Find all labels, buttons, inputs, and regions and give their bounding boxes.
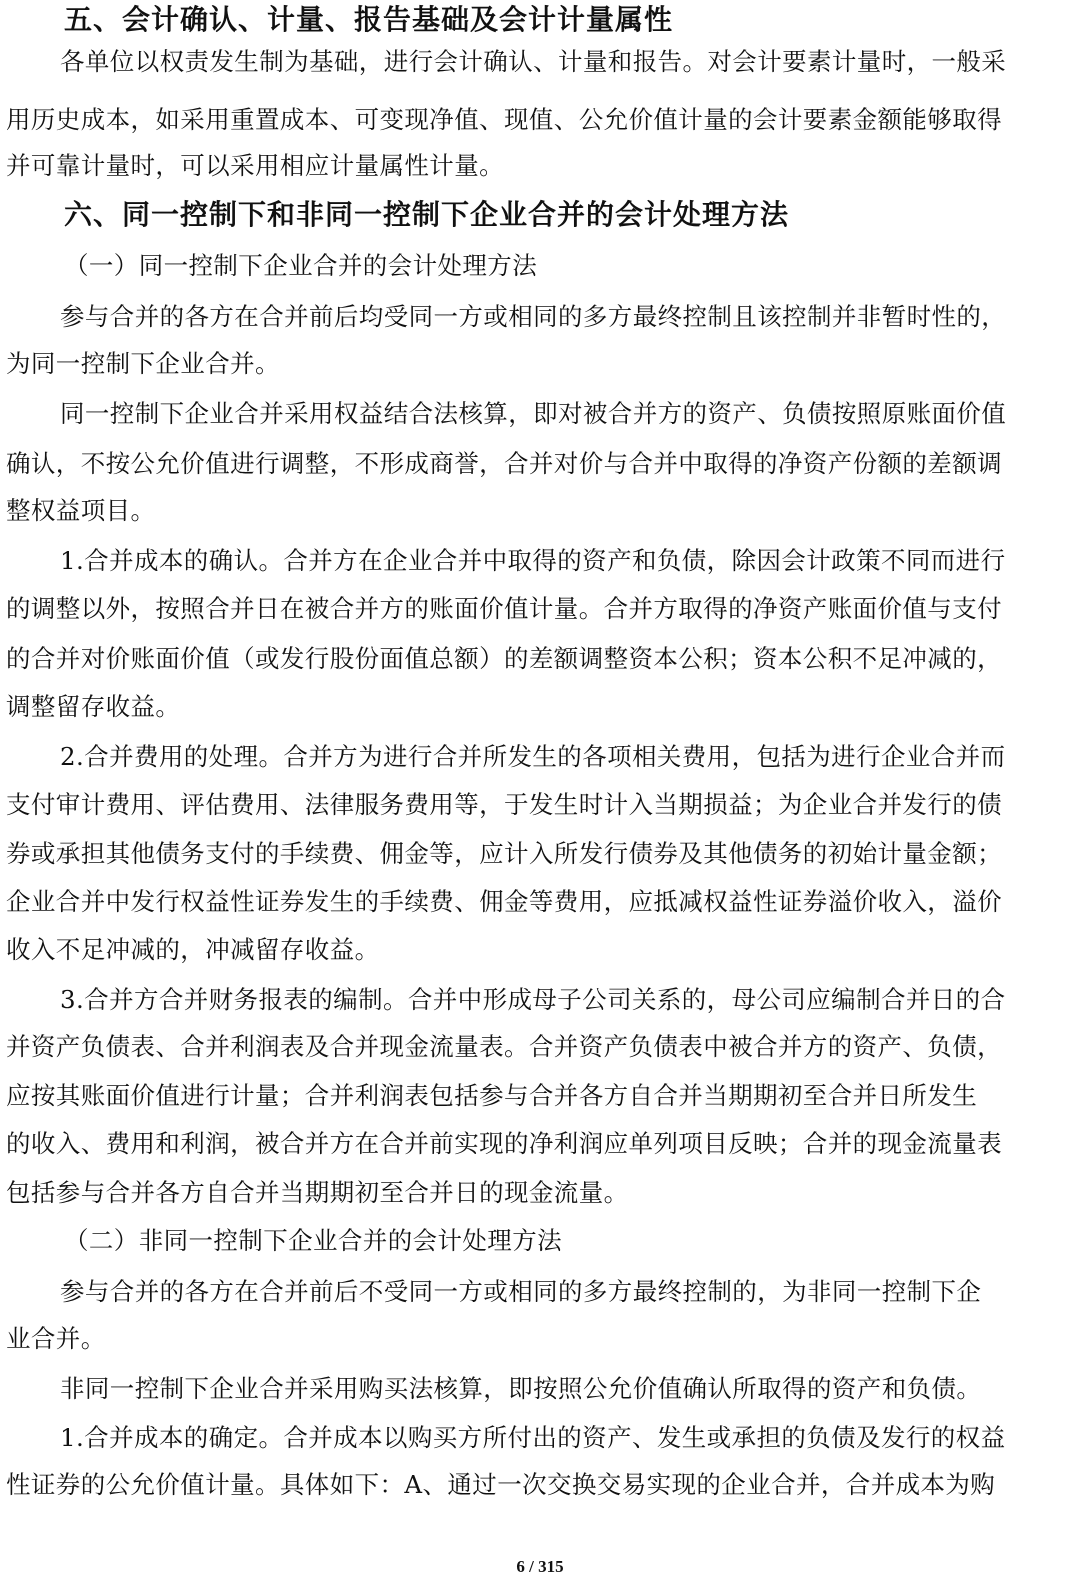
paragraph-line: 用历史成本，如采用重置成本、可变现净值、现值、公允价值计量的会计要素金额能够取得 [6,105,1002,134]
paragraph-line: 参与合并的各方在合并前后均受同一方或相同的多方最终控制且该控制并非暂时性的， [60,302,1007,331]
paragraph-line: 的收入、费用和利润，被合并方在合并前实现的净利润应单列项目反映；合并的现金流量表 [6,1129,1002,1158]
paragraph-line: 为同一控制下企业合并。 [6,349,280,378]
paragraph-line: 企业合并中发行权益性证券发生的手续费、佣金等费用，应抵减权益性证券溢价收入，溢价 [6,887,1002,916]
paragraph-line: 3.合并方合并财务报表的编制。合并中形成母子公司关系的，母公司应编制合并日的合 [60,985,1006,1014]
paragraph-line: 各单位以权责发生制为基础，进行会计确认、计量和报告。对会计要素计量时，一般采 [60,47,1007,76]
paragraph-line: 支付审计费用、评估费用、法律服务费用等，于发生时计入当期损益；为企业合并发行的债 [6,790,1002,819]
paragraph-line: 2.合并费用的处理。合并方为进行合并所发生的各项相关费用，包括为进行企业合并而 [60,742,1006,771]
paragraph-line: 非同一控制下企业合并采用购买法核算，即按照公允价值确认所取得的资产和负债。 [60,1374,982,1403]
paragraph-line: 参与合并的各方在合并前后不受同一方或相同的多方最终控制的，为非同一控制下企 [60,1277,982,1306]
paragraph-line: 1.合并成本的确认。合并方在企业合并中取得的资产和负债，除因会计政策不同而进行 [60,546,1006,575]
page-number: 6 / 315 [516,1557,564,1576]
paragraph-line: 券或承担其他债务支付的手续费、佣金等，应计入所发行债券及其他债务的初始计量金额； [6,839,1002,868]
paragraph-line: 收入不足冲减的，冲减留存收益。 [6,935,380,964]
section-heading-5: 五、会计确认、计量、报告基础及会计计量属性 [64,3,674,36]
paragraph-line: 确认，不按公允价值进行调整，不形成商誉，合并对价与合并中取得的净资产份额的差额调 [6,449,1002,478]
section-heading-6: 六、同一控制下和非同一控制下企业合并的会计处理方法 [64,198,790,231]
paragraph-line: 整权益项目。 [6,496,156,525]
paragraph-line: 包括参与合并各方自合并当期期初至合并日的现金流量。 [6,1178,629,1207]
subsection-heading-1: （一）同一控制下企业合并的会计处理方法 [64,251,538,280]
paragraph-line: 并可靠计量时，可以采用相应计量属性计量。 [6,151,504,180]
paragraph-line: 性证券的公允价值计量。具体如下：A、通过一次交换交易实现的企业合并，合并成本为购 [6,1470,996,1499]
paragraph-line: 的合并对价账面价值（或发行股份面值总额）的差额调整资本公积；资本公积不足冲减的， [6,644,1002,673]
subsection-heading-2: （二）非同一控制下企业合并的会计处理方法 [64,1226,562,1255]
paragraph-line: 并资产负债表、合并利润表及合并现金流量表。合并资产负债表中被合并方的资产、负债， [6,1032,1002,1061]
paragraph-line: 业合并。 [6,1324,106,1353]
paragraph-line: 1.合并成本的确定。合并成本以购买方所付出的资产、发生或承担的负债及发行的权益 [60,1423,1006,1452]
paragraph-line: 的调整以外，按照合并日在被合并方的账面价值计量。合并方取得的净资产账面价值与支付 [6,594,1002,623]
paragraph-line: 同一控制下企业合并采用权益结合法核算，即对被合并方的资产、负债按照原账面价值 [60,399,1007,428]
paragraph-line: 应按其账面价值进行计量；合并利润表包括参与合并各方自合并当期期初至合并日所发生 [6,1081,978,1110]
paragraph-line: 调整留存收益。 [6,692,181,721]
